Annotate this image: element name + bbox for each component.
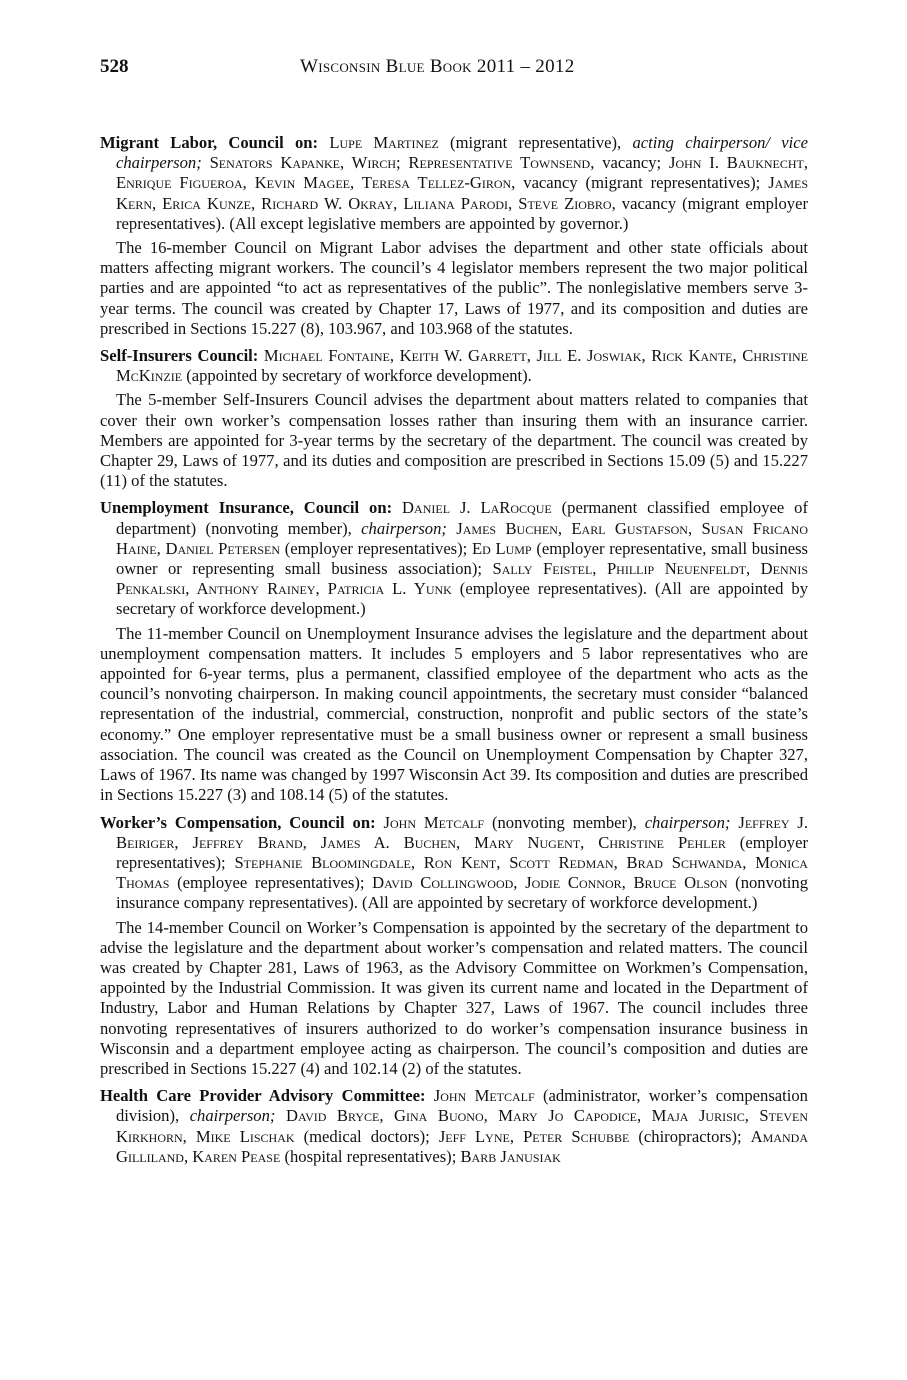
member-names: John Metcalf	[383, 812, 485, 832]
member-text: (chiropractors);	[629, 1126, 751, 1146]
entry-unemployment-insurance	[100, 498, 808, 805]
entry-heading	[100, 813, 808, 914]
member-text	[275, 1106, 286, 1125]
member-names: James Kern, Erica Kunze, Richard W. Okray, Liliana Parodi, Steve Ziobro,	[116, 173, 809, 213]
entry-workers-compensation	[100, 813, 808, 1080]
running-head: Wisconsin Blue Book 2011 – 2012	[300, 56, 575, 77]
member-text: (nonvoting member),	[484, 812, 645, 832]
member-role: chairperson;	[644, 812, 731, 832]
entry-title: Worker’s Compensation, Council on:	[100, 812, 376, 832]
member-text: vacancy (migrant employer representatives). (All except legislative members are appointed by governor.)	[116, 193, 808, 233]
member-names: Daniel J. LaRocque	[402, 498, 552, 518]
entry-heading	[100, 498, 808, 619]
member-names: Sally Feistel, Phillip Neuenfeldt, Dennis Penkalski, Anthony Rainey, Patricia L. Yunk	[116, 559, 808, 599]
member-names: Michael Fontaine, Keith W. Garrett, Jill E. Joswiak, Rick Kante, Christine McKinzie	[116, 346, 808, 386]
member-text	[425, 1086, 433, 1105]
member-text: (employer representative, small business owner or representing small business association);	[116, 538, 808, 579]
member-names: Jeffrey J. Beiriger, Jeffrey Brand, James A. Buchen, Mary Nugent, Christine Pehler	[116, 812, 809, 852]
member-text: (employee representatives);	[169, 873, 373, 893]
member-text	[202, 153, 210, 172]
entry-health-care-provider	[100, 1086, 808, 1167]
entry-title: Health Care Provider Advisory Committee:	[100, 1086, 426, 1106]
page-body	[100, 133, 808, 1171]
member-names: Amanda Gilliland, Karen Pease	[116, 1126, 808, 1166]
member-text: (nonvoting insurance company representatives). (All are appointed by secretary of workforce development.)	[116, 873, 808, 913]
member-names: Lupe Martinez	[329, 133, 439, 152]
member-names: James Buchen, Earl Gustafson, Susan Fricano Haine, Daniel Petersen	[116, 518, 808, 558]
entry-heading	[100, 133, 808, 234]
entry-description: The 14-member Council on Worker’s Compensation is appointed by the secretary of the department to advise the legislature and the department about worker’s compensation and related matters. The council was created by Chapter 281, Laws of 1963, as the Advisory Committee on Workmen’s Compensation, appointed by the Industrial Commission. It was given its current name and located in the Department of Industry, Labor and Human Relations by Chapter 327, Laws of 1967. The council includes three nonvoting representatives of insurers authorized to do worker’s compensation insurance business in Wisconsin and a department employee acting as chairperson. The council’s composition and duties are prescribed in Sections 15.227 (4) and 102.14 (2) of the statutes.	[100, 917, 808, 1078]
entry-title: Unemployment Insurance, Council on:	[100, 498, 393, 518]
member-names: John I. Bauknecht, Enrique Figueroa, Kevin Magee, Teresa Tellez-Giron,	[116, 153, 809, 193]
entry-heading	[100, 1086, 808, 1167]
member-text: vacancy;	[594, 153, 669, 173]
member-text: (employee representatives). (All are appointed by secretary of workforce development.)	[116, 579, 808, 619]
member-role: chairperson;	[361, 518, 447, 538]
entry-heading	[100, 346, 808, 386]
member-role: acting chairperson/ vice chairperson;	[116, 133, 808, 173]
member-names: Barb Janusiak	[460, 1146, 561, 1166]
entry-title: Migrant Labor, Council on:	[100, 133, 319, 152]
entry-description: The 16-member Council on Migrant Labor advises the department and other state officials about matters affecting migrant workers. The council’s 4 legislator members represent the two major political parties and are appointed “to act as representatives of the public”. The nonlegislative members serve 3-year terms. The council was created by Chapter 17, Laws of 1977, and its composition and duties are prescribed in Sections 15.227 (8), 103.967, and 103.968 of the statutes.	[100, 238, 808, 338]
entry-description: The 11-member Council on Unemployment Insurance advises the legislature and the department about unemployment compensation matters. It includes 5 employers and 5 labor representatives who are appointed for 6-year terms, plus a permanent, classified employee of the department who acts as the council’s nonvoting chairperson. In making council appointments, the secretary must consider “balanced representation of the industrial, commercial, construction, nonprofit and public sectors of the state’s economy.” One employer representative must be a small business owner or represent a small business association. The council was created as the Council on Unemployment Compensation by Chapter 327, Laws of 1967. Its name was changed by 1997 Wisconsin Act 39. Its composition and duties are prescribed in Sections 15.227 (3) and 108.14 (5) of the statutes.	[100, 623, 808, 805]
member-text: (appointed by secretary of workforce development).	[182, 366, 532, 386]
entry-title: Self-Insurers Council:	[100, 346, 259, 366]
member-names: David Bryce, Gina Buono, Mary Jo Capodice, Maja Jurisic, Steven Kirkhorn, Mike Lischak	[116, 1106, 808, 1146]
member-names: Stephanie Bloomingdale, Ron Kent, Scott Redman, Brad Schwanda, Monica Thomas	[116, 852, 808, 893]
member-names: Jeff Lyne, Peter Schubbe	[438, 1126, 630, 1146]
entry-migrant-labor	[100, 133, 808, 339]
member-names: Ed Lump	[471, 538, 532, 558]
member-names: John Metcalf	[433, 1086, 535, 1106]
member-names: David Collingwood, Jodie Connor, Bruce Olson	[372, 873, 728, 893]
page-header	[100, 56, 808, 82]
page-number: 528	[100, 56, 129, 77]
member-names: Senators Kapanke, Wirch; Representative Townsend,	[209, 153, 595, 173]
member-role: chairperson;	[189, 1106, 276, 1126]
member-text: (medical doctors);	[294, 1126, 439, 1146]
member-text	[392, 498, 402, 517]
member-text: (permanent classified employee of department) (nonvoting member),	[116, 498, 808, 538]
member-text: (migrant representative),	[438, 133, 633, 152]
member-text: (hospital representatives);	[280, 1146, 461, 1166]
entry-self-insurers	[100, 346, 808, 491]
member-text: vacancy (migrant representatives);	[515, 173, 769, 193]
member-text: (employer representatives);	[280, 538, 472, 558]
member-text	[447, 519, 456, 538]
member-text: (employer representatives);	[116, 832, 808, 872]
member-text: (administrator, worker’s compensation division),	[116, 1086, 808, 1126]
member-text	[376, 813, 384, 832]
entry-description: The 5-member Self-Insurers Council advises the department about matters related to companies that cover their own worker’s compensation losses rather than insuring them with an insurance carrier. Members are appointed for 3-year terms by the secretary of the department. The council was created by Chapter 29, Laws of 1977, and its duties and composition are prescribed in Sections 15.09 (5) and 15.227 (11) of the statutes.	[100, 390, 808, 491]
